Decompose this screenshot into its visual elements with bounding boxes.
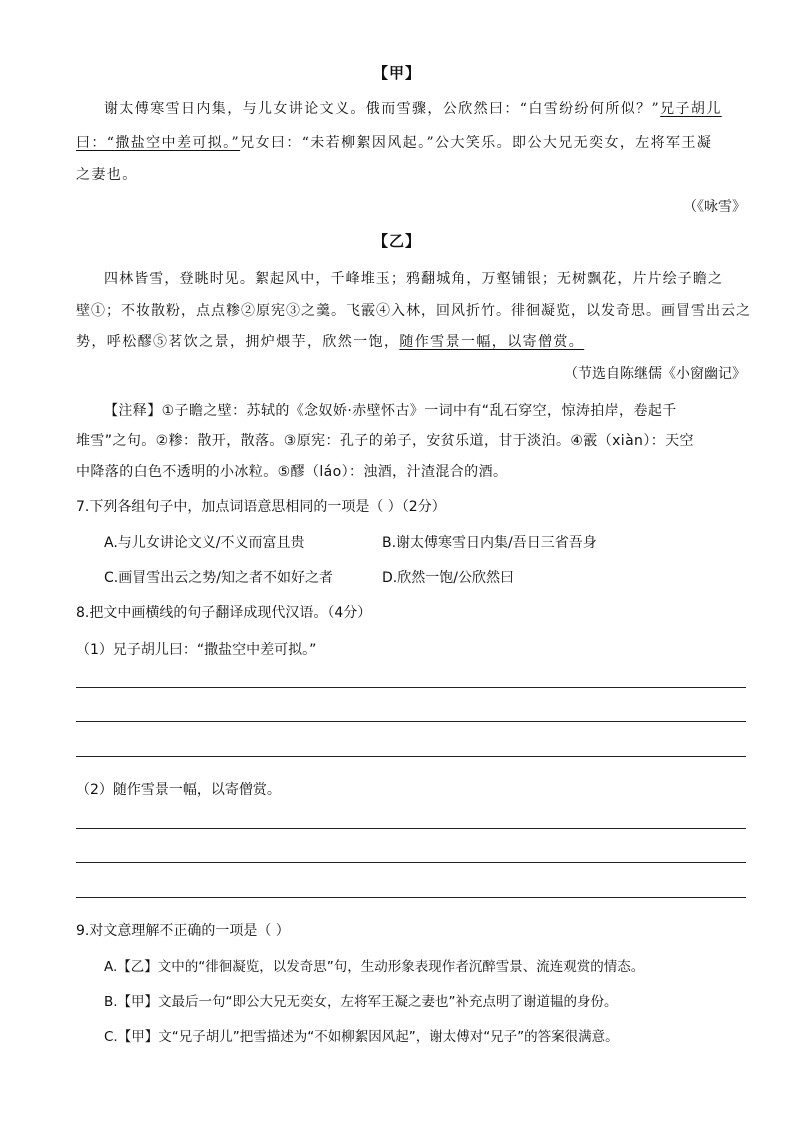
q8-sub-question-1: （1）兄子胡儿曰：“撒盐空中差可拟。”	[76, 642, 317, 658]
jia-text-line-2	[76, 132, 712, 152]
q7-option-d: D.欣然一饱/公欣然曰	[382, 570, 514, 586]
q7-stem: 7.下列各组句子中，加点词语意思相同的一项是（ ）（2分）	[76, 499, 446, 515]
notes-line-2: 堆雪”之句。②糁：散开，散落。③原宪：孔子的弟子，安贫乐道，甘于淡泊。④霰（xiàn）：天空	[76, 433, 694, 449]
q9-stem: 9.对文意理解不正确的一项是（ ）	[76, 923, 290, 939]
yi-line3-underlined: 随作雪景一幅，以寄僧赏。	[399, 334, 585, 350]
q7-option-c: C.画冒雪出云之势/知之者不如好之者	[104, 570, 333, 586]
q7-option-a: A.与儿女讲论文义/不义而富且贵	[104, 535, 305, 551]
jia-source: （《咏雪》	[683, 199, 746, 215]
yi-line3-text: 势，呼松醪⑤茗饮之景，拥炉煨芋，欣然一饱，	[76, 334, 400, 350]
yi-source: （节选自陈继儒《小窗幽记》	[564, 366, 746, 382]
q9-option-c: C.【甲】文“兄子胡儿”把雪描述为“不如柳絮因风起”，谢太傅对“兄子”的答案很满意。	[104, 1029, 619, 1045]
yi-text-line-1: 四林皆雪，登眺时见。絮起风中，千峰堆玉；鸦翻城角，万壑铺银；无树飘花，片片绘子瞻之	[104, 271, 724, 287]
jia-line1-underlined: 兄子胡儿	[660, 101, 722, 117]
q8-sub-question-2: （2）随作雪景一幅，以寄僧赏。	[76, 782, 281, 798]
q7-option-b: B.谢太傅寒雪日内集/吾日三省吾身	[382, 535, 597, 551]
answer-line[interactable]	[76, 756, 746, 757]
jia-line1-text: 谢太傅寒雪日内集，与儿女讲论文义。俄而雪骤，公欣然曰：“白雪纷纷何所似？”	[104, 101, 661, 117]
notes-line-3: 中降落的白色不透明的小冰粒。⑤醪（láo）：浊酒，汁渣混合的酒。	[76, 464, 508, 480]
q9-option-a: A.【乙】文中的“徘徊凝览，以发奇思”句，生动形象表现作者沉醉雪景、流连观赏的情态。	[104, 959, 645, 975]
answer-line[interactable]	[76, 897, 746, 898]
answer-line[interactable]	[76, 687, 746, 688]
yi-text-line-2: 壁①；不妆散粉，点点糁②原宪③之羹。飞霰④入林，回风折竹。徘徊凝览，以发奇思。画冒雪出云之	[76, 303, 751, 319]
yi-text-line-3	[76, 331, 584, 351]
answer-line[interactable]	[76, 828, 746, 829]
section-title-jia: 【甲】	[372, 64, 421, 82]
q9-option-b: B.【甲】文最后一句“即公大兄无奕女，左将军王凝之妻也”补充点明了谢道韫的身份。	[104, 994, 618, 1010]
answer-line[interactable]	[76, 721, 746, 722]
answer-line[interactable]	[76, 862, 746, 863]
jia-text-line-1	[104, 98, 722, 118]
jia-line2-underlined: 曰：“撒盐空中差可拟。”	[76, 135, 241, 151]
jia-text-line-3: 之妻也。	[76, 167, 138, 183]
notes-line-1: 【注释】①子瞻之壁：苏轼的《念奴娇·赤壁怀古》一词中有“乱石穿空，惊涛拍岸，卷起千	[104, 403, 677, 419]
q8-stem: 8.把文中画横线的句子翻译成现代汉语。（4分）	[76, 605, 372, 621]
jia-line2-text: 兄女曰：“未若柳絮因风起。”公大笑乐。即公大兄无奕女，左将军王凝	[240, 135, 713, 151]
section-title-yi: 【乙】	[372, 232, 421, 250]
